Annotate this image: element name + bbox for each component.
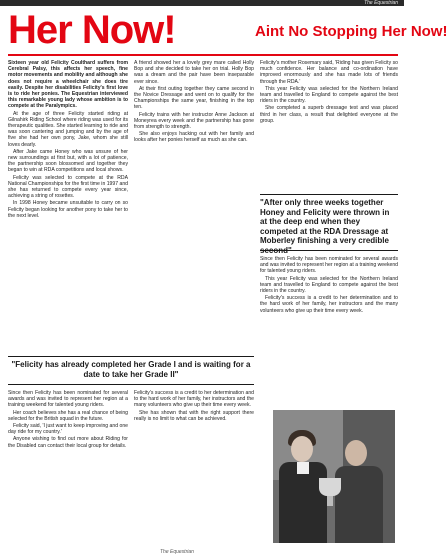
headline: Her Now! — [8, 8, 176, 52]
trophy-icon — [319, 478, 341, 496]
body-paragraph: Her coach believes she has a real chance of being selected for the British squad in the future. — [8, 409, 128, 422]
body-paragraph: Anyone wishing to find out more about Riding for the Disabled can contact their local group for details. — [8, 436, 128, 449]
column-3-lower — [260, 256, 398, 404]
pullquote-rule — [8, 356, 254, 357]
body-paragraph: Since then Felicity has been nominated for several awards and was invited to represent her region at a training weekend for talented young riders. — [260, 256, 398, 275]
body-paragraph: After Jake came Honey who was unsure of her new surroundings at first but, with a lot of patience, the partnership soon blossomed and together they began to win at RDA competitions and local shows. — [8, 148, 128, 174]
intro-text: Sixteen year old Felicity Coulthard suffers from Cerebral Palsy, this affects her speech, fine motor movements and mobility and although she does not require a wheelchair she does tire easily. Despite her disabilities Felicity's first love is to ride her ponies. The Equestrian interviewed this remarkable young lady whose ambition is to compete at the Paralympics. — [8, 60, 128, 110]
pullquote-rule — [8, 384, 254, 385]
pullquote-left: "Felicity has already completed her Grade I and is waiting for a date to take her Grade II" — [11, 360, 251, 379]
body-paragraph: In 1998 Honey became unsuitable to carry on so Felicity began looking for another pony to take her to the next level. — [8, 200, 128, 219]
body-paragraph: Felicity was selected to compete at the RDA National Championships for the first time in 1997 and she has returned to compete every year since, achieving a string of rosettes. — [8, 174, 128, 200]
body-paragraph: Felicity said, 'I just want to keep improving and one day ride for my country.' — [8, 423, 128, 436]
column-1-lower — [8, 390, 128, 544]
photo-felicity-with-trophy — [273, 410, 395, 543]
column-1 — [8, 60, 128, 352]
body-paragraph: Felicity's success is a credit to her determination and to the hard work of her family, her instructors and the many volunteers who give up their time every week. — [134, 390, 254, 409]
body-paragraph: Felicity trains with her instructor Anne Jackson at Moneyrea every week and the partnership has gone from strength to strength. — [134, 111, 254, 131]
subheadline: Aint No Stopping Her Now! — [255, 23, 447, 40]
pullquote-rule — [260, 194, 398, 195]
column-2-lower — [134, 390, 254, 544]
body-paragraph: She has shown that with the right support there really is no limit to what can be achieved. — [134, 409, 254, 422]
top-bar — [0, 0, 404, 6]
body-paragraph: Since then Felicity has been nominated for several awards and was invited to represent her region at a training weekend for talented young riders. — [8, 390, 128, 409]
footer-text: The Equestrian — [160, 549, 194, 555]
pullquote-rule — [260, 250, 398, 251]
intro-paragraph — [8, 60, 128, 110]
body-paragraph: This year Felicity was selected for the Northern Ireland team and travelled to England to compete against the best riders in the country. — [260, 85, 398, 105]
body-paragraph: A friend showed her a lovely grey mare called Holly Bop and she decided to take her on trial. Holly Bop was a dream and the pair have been inseparable ever since. — [134, 60, 254, 85]
pullquote-right: "After only three weeks together Honey and Felicity were thrown in at the deep end when they competed at the RDA Dressage at Moberley finishing a very credible — [260, 198, 390, 246]
body-paragraph: This year Felicity was selected for the Northern Ireland team and travelled to England to compete against the best riders in the country. — [260, 275, 398, 295]
body-paragraph: Felicity's success is a credit to her determination and to the hard work of her family, her instructors and the many volunteers who give up their time every week. — [260, 295, 398, 314]
column-3-top — [260, 60, 398, 190]
headline-rule — [8, 54, 398, 56]
body-paragraph: At the age of three Felicity started riding at Gilnahirk Riding School where riding was used for its therapeutic qualities. She started learning to ride and was soon cantering and jumping and by the age of five she had her own pony, Jake, whom she still loves dearly. — [8, 110, 128, 148]
body-paragraph: She also enjoys hacking out with her family and looks after her ponies herself as much as she can. — [134, 131, 254, 144]
body-paragraph: She completed a superb dressage test and was placed third in her class, a result that delighted everyone at the group. — [260, 105, 398, 124]
column-2 — [134, 60, 254, 352]
body-paragraph: Felicity's mother Rosemary said, 'Riding has given Felicity so much confidence. Her balance and co-ordination have improved enormously and she has made lots of friends through the RDA.' — [260, 60, 398, 85]
masthead: The Equestrian — [364, 0, 398, 6]
body-paragraph: At their first outing together they came second in the Novice Dressage and went on to qualify for the Championships the same year, finishing in the top ten. — [134, 85, 254, 111]
